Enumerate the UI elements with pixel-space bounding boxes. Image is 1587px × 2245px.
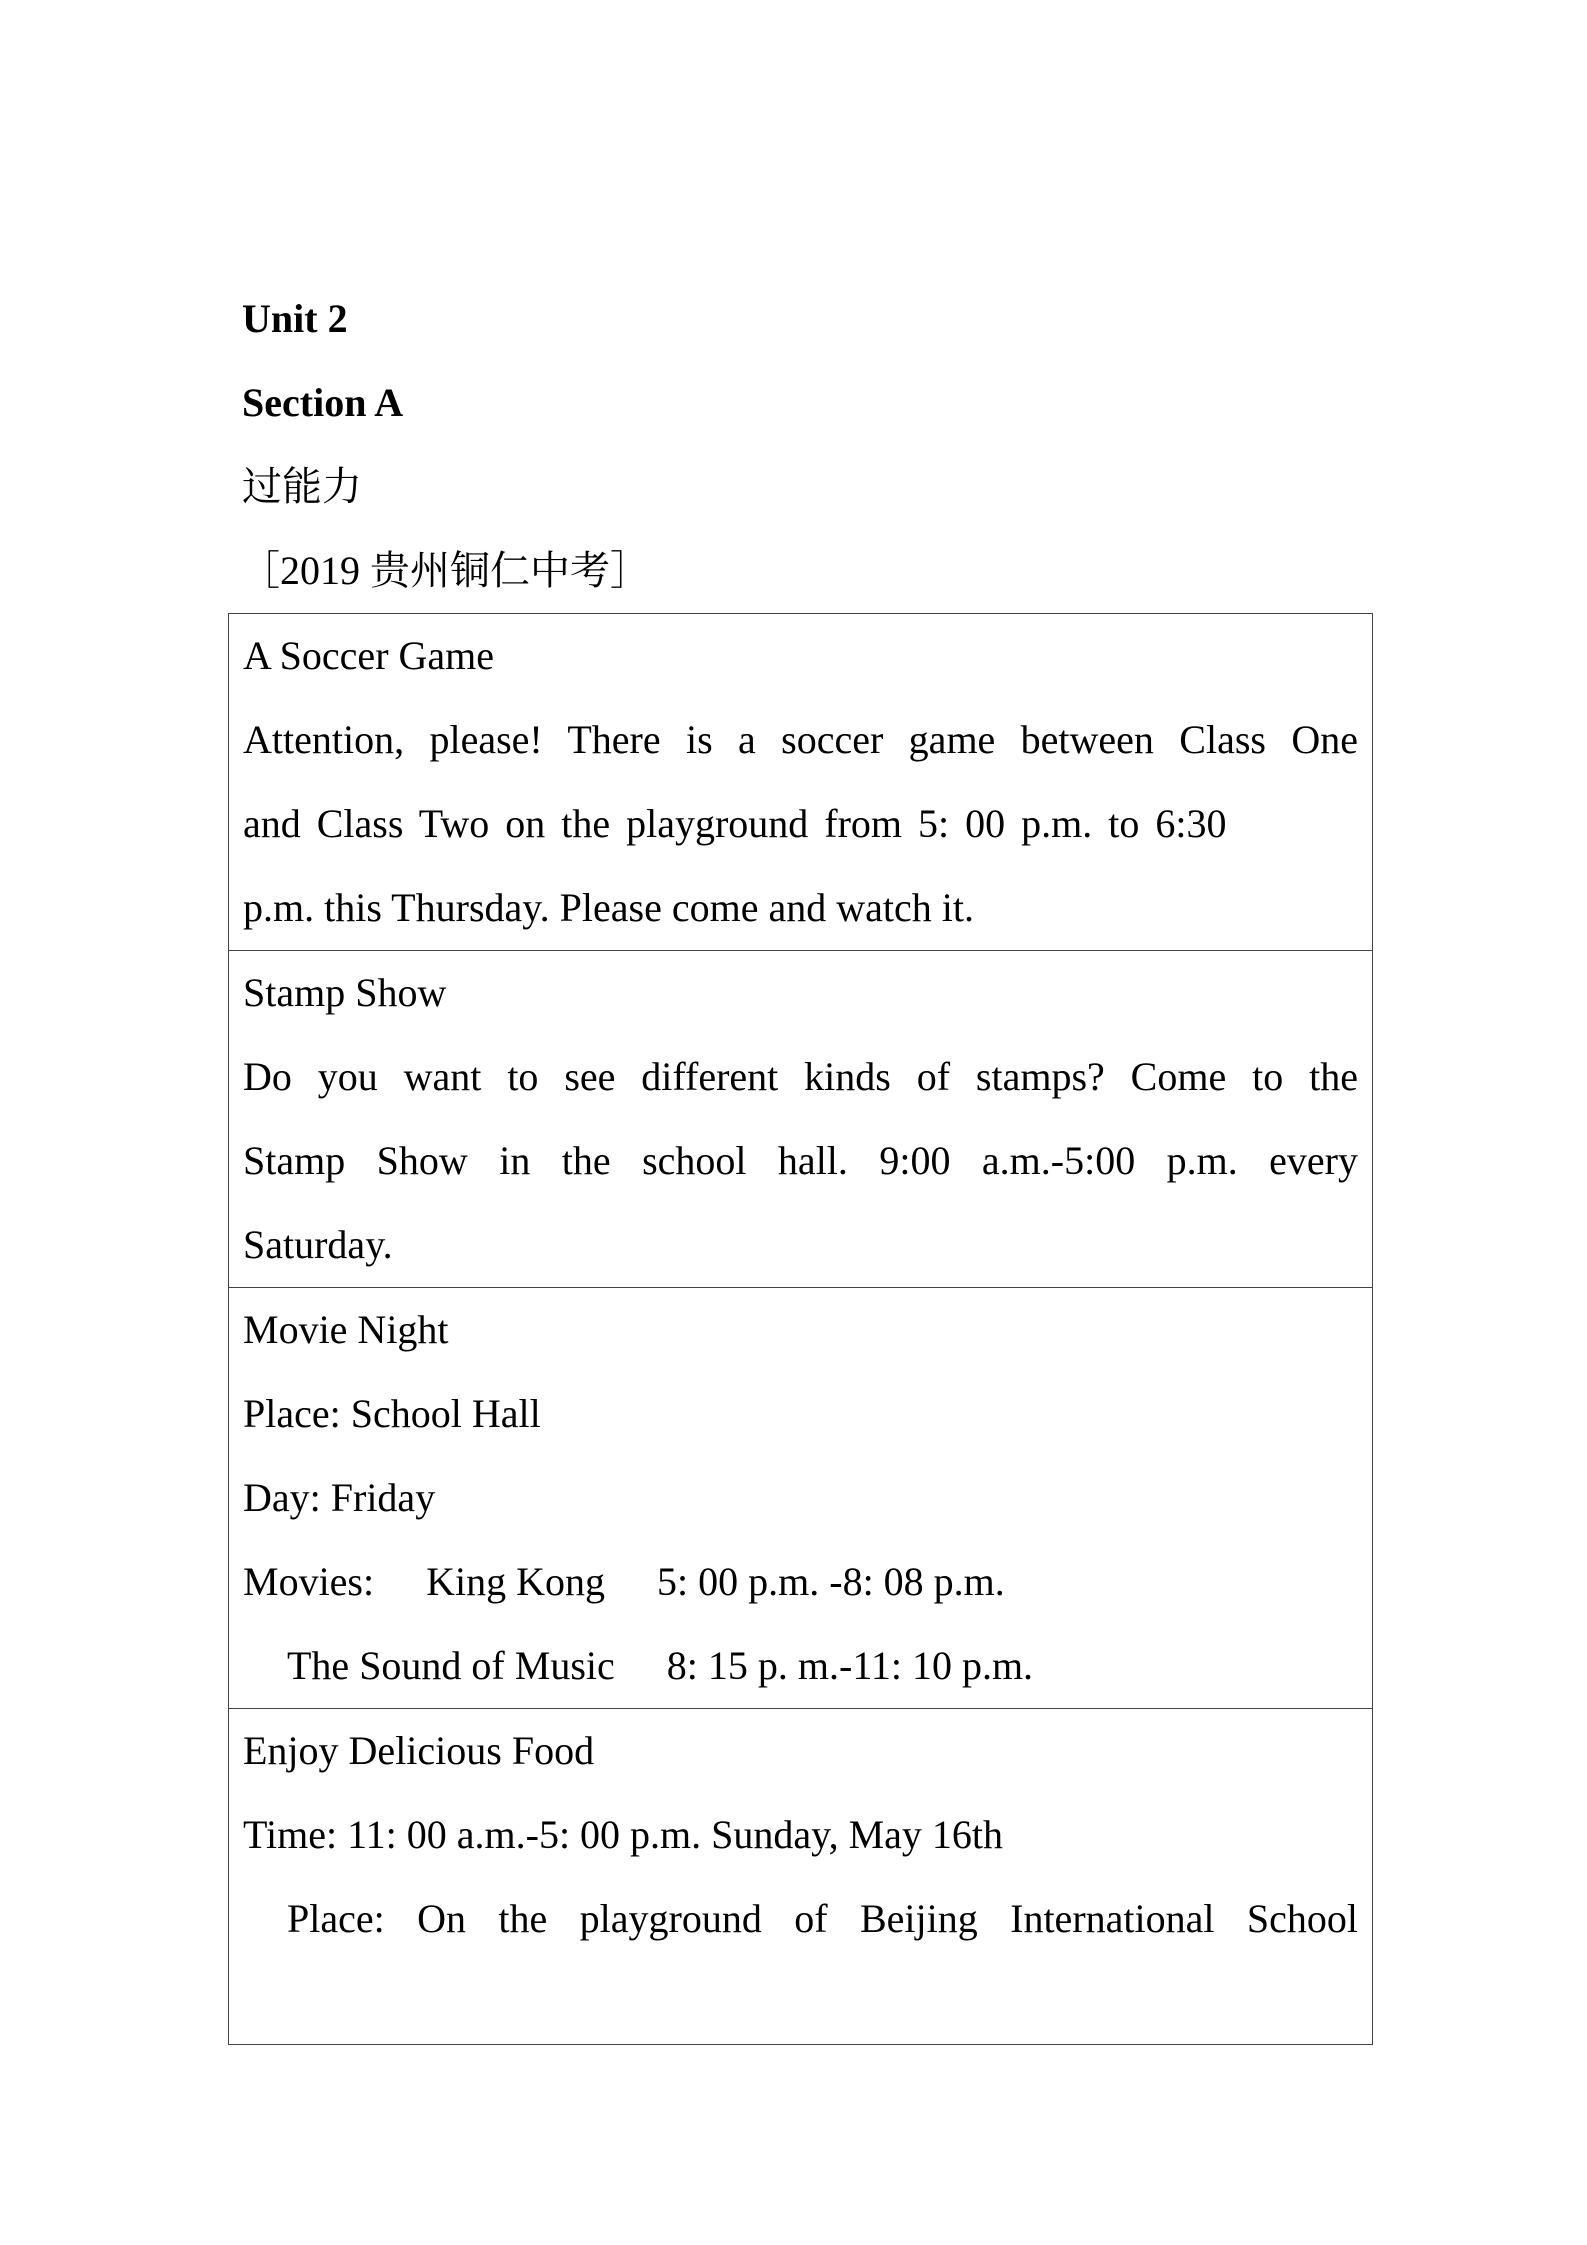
notice-row-soccer <box>229 614 1373 951</box>
skill-heading: 过能力 <box>242 464 362 509</box>
stamp-text-line-1: Do you want to see different kinds of stamps? Come to the <box>243 1054 1358 1099</box>
notice-soccer <box>229 614 1373 951</box>
notice-row-food <box>229 1709 1373 2045</box>
notice-movie <box>229 1288 1373 1709</box>
movies-label: Movies: <box>243 1559 375 1604</box>
food-place: Place: On the playground of Beijing International School <box>287 1896 1358 1941</box>
notices-table <box>228 613 1373 2045</box>
movie-1-time: 5: 00 p.m. -8: 08 p.m. <box>657 1559 1005 1604</box>
soccer-title: A Soccer Game <box>243 633 495 678</box>
soccer-text-line-3: p.m. this Thursday. Please come and watch it. <box>243 885 974 930</box>
notice-row-stamp <box>229 951 1373 1288</box>
movie-2-name: The Sound of Music <box>287 1643 615 1688</box>
food-title: Enjoy Delicious Food <box>243 1728 595 1773</box>
movie-schedule-line-2 <box>243 1624 1358 1708</box>
movie-title: Movie Night <box>243 1307 449 1352</box>
notice-row-movie <box>229 1288 1373 1709</box>
movie-1-name: King Kong <box>426 1559 606 1604</box>
notice-food <box>229 1709 1373 2045</box>
notice-stamp <box>229 951 1373 1288</box>
movie-place: Place: School Hall <box>243 1391 541 1436</box>
movie-day: Day: Friday <box>243 1475 436 1520</box>
stamp-text-line-3: Saturday. <box>243 1222 393 1267</box>
soccer-text-line-2: and Class Two on the playground from 5: 00 p.m. to 6:30 <box>243 801 1227 846</box>
section-heading: Section A <box>242 380 404 425</box>
movie-schedule-line-1 <box>243 1540 1358 1624</box>
unit-heading: Unit 2 <box>242 296 348 341</box>
soccer-text-line-1: Attention, please! There is a soccer game between Class One <box>243 717 1358 762</box>
movie-2-time: 8: 15 p. m.-11: 10 p.m. <box>666 1643 1034 1688</box>
stamp-text-line-2: Stamp Show in the school hall. 9:00 a.m.-5:00 p.m. every <box>243 1138 1358 1183</box>
stamp-title: Stamp Show <box>243 970 447 1015</box>
food-time: Time: 11: 00 a.m.-5: 00 p.m. Sunday, May 16th <box>243 1812 1003 1857</box>
exam-source: ［2019 贵州铜仁中考］ <box>240 548 650 593</box>
